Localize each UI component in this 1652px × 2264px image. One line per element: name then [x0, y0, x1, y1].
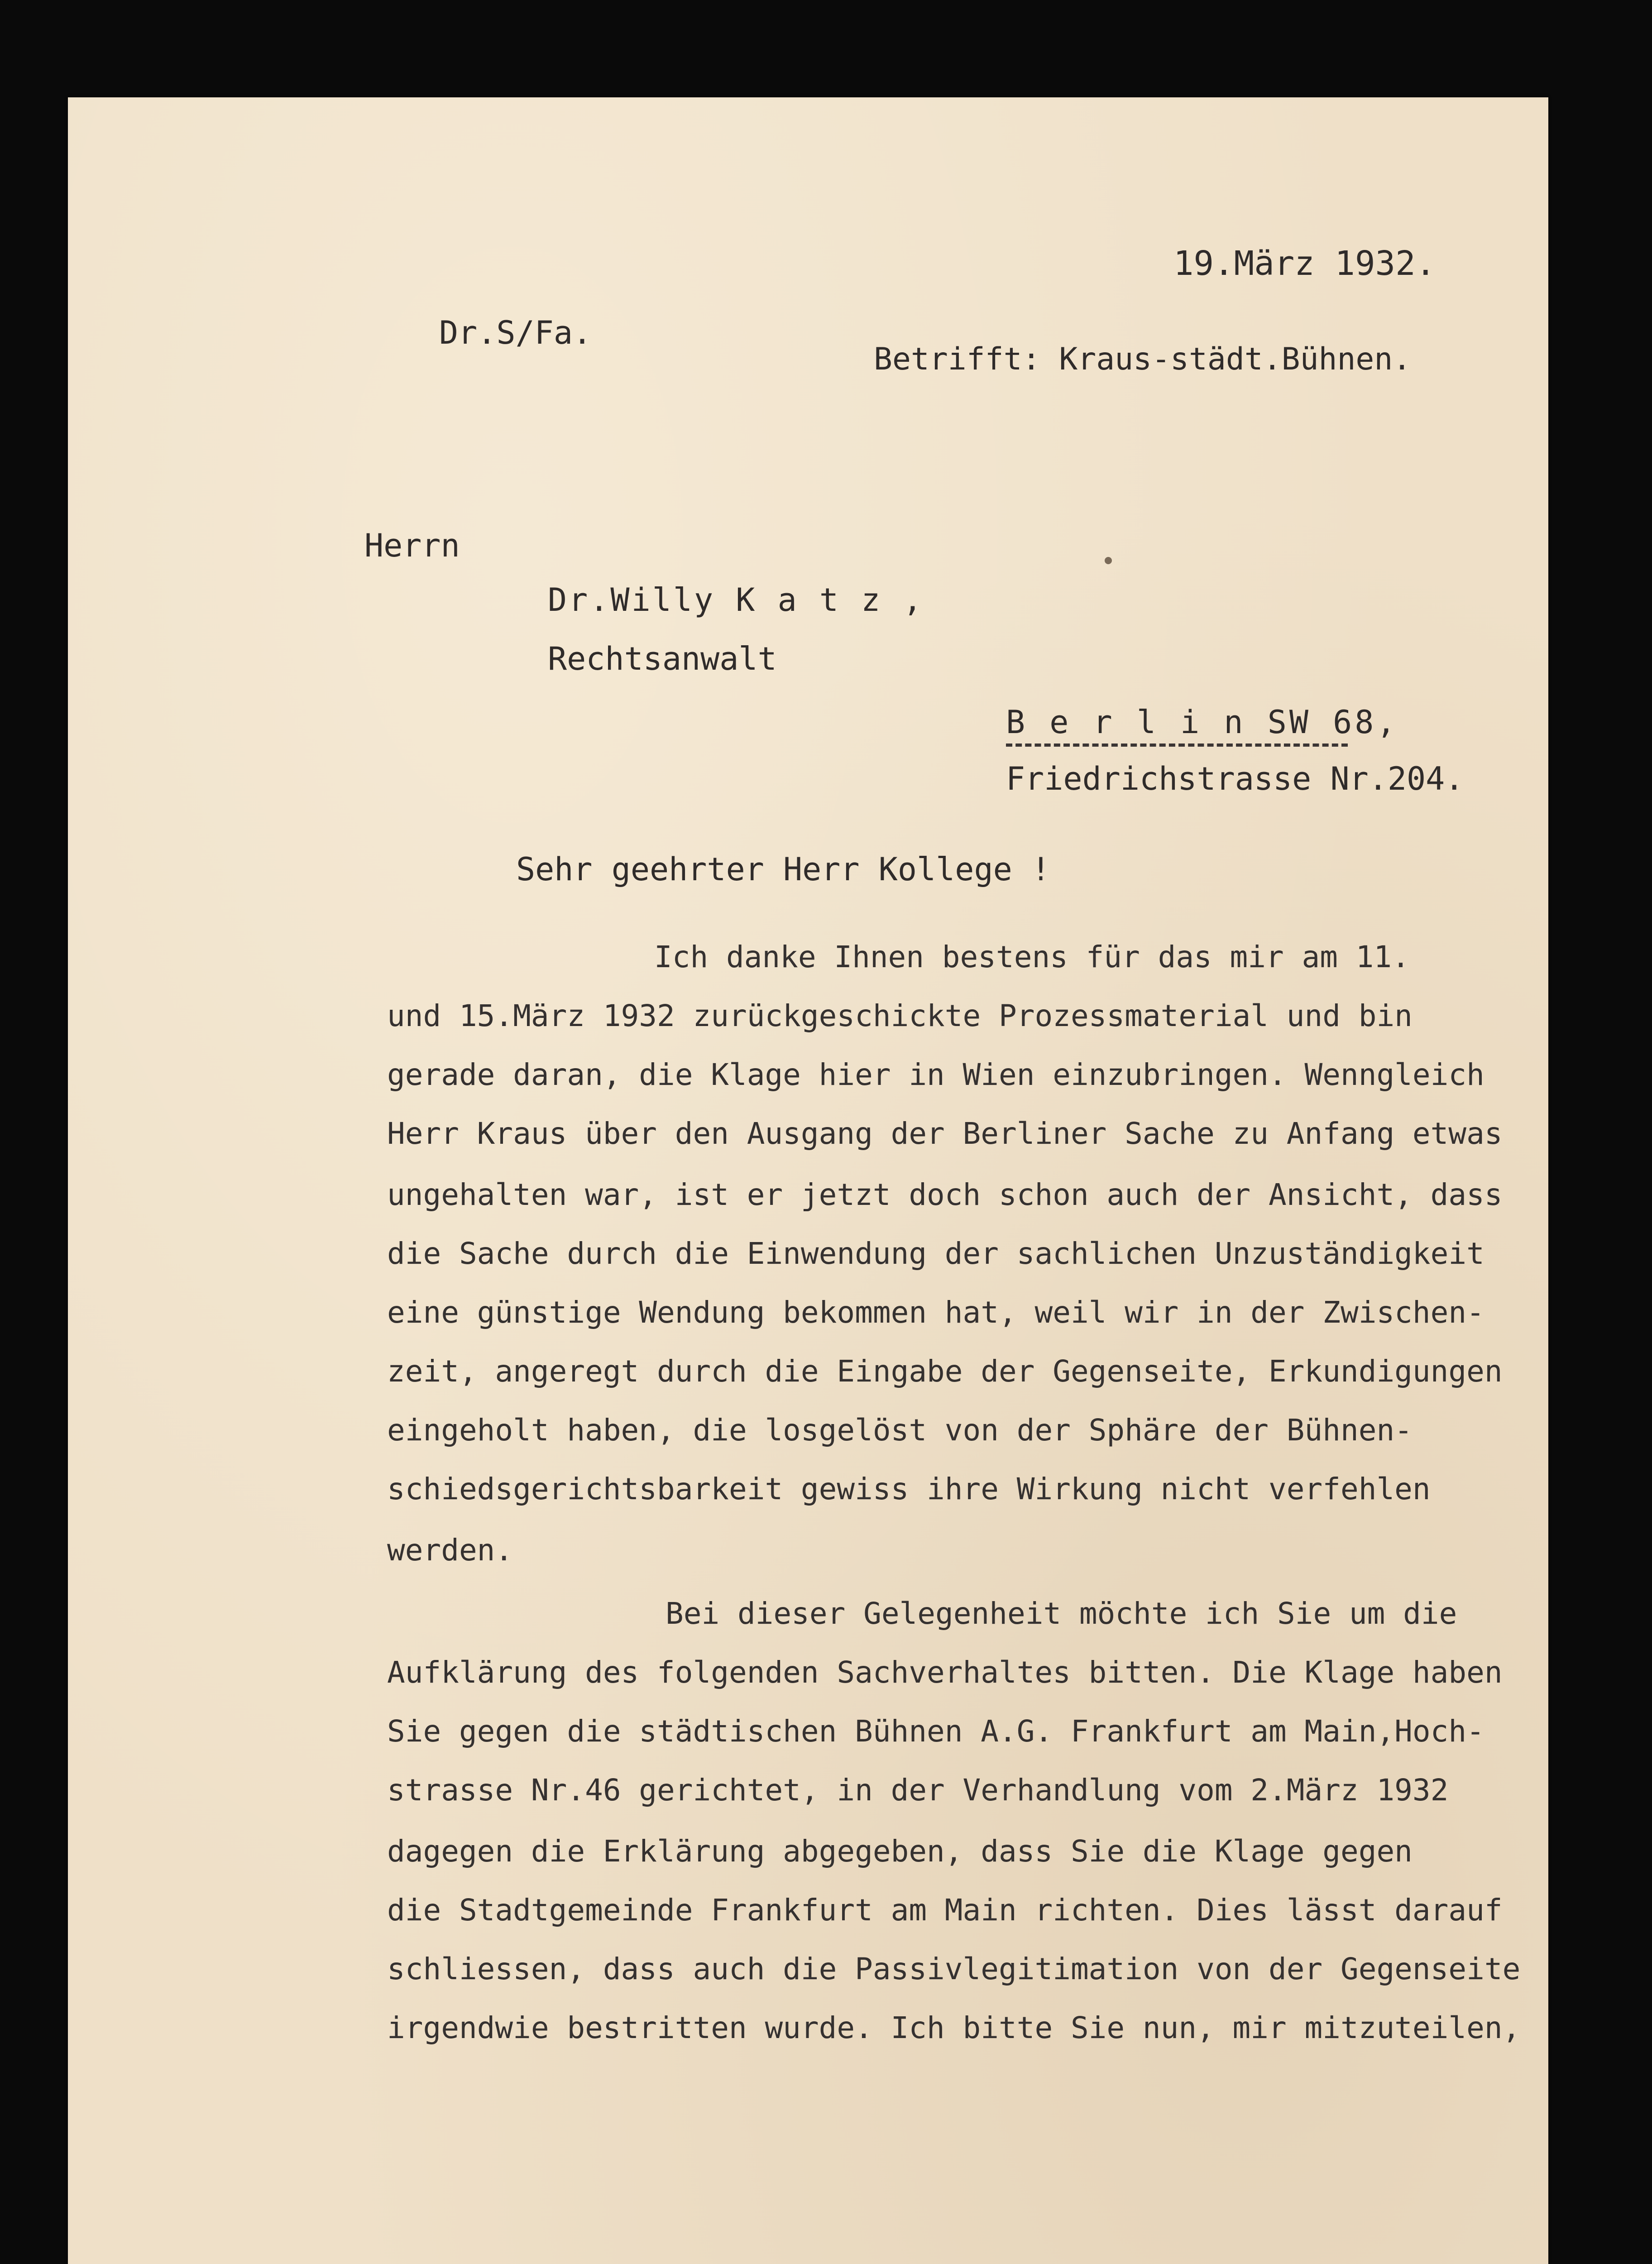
paragraph-2-line: Bei dieser Gelegenheit möchte ich Sie um die — [666, 1596, 1457, 1631]
paragraph-1-line: zeit, angeregt durch die Eingabe der Gegenseite, Erkundigungen — [387, 1354, 1503, 1389]
paragraph-1-line: die Sache durch die Einwendung der sachlichen Unzuständigkeit — [387, 1236, 1484, 1271]
paragraph-1-line: eine günstige Wendung bekommen hat, weil wir in der Zwischen- — [387, 1295, 1484, 1330]
greeting-line: Sehr geehrter Herr Kollege ! — [516, 851, 1051, 888]
recipient-title: Rechtsanwalt — [548, 640, 777, 677]
paragraph-1-line: Ich danke Ihnen bestens für das mir am 11. — [654, 940, 1410, 974]
recipient-name: Dr.Willy K a t z , — [548, 581, 924, 619]
paragraph-1-line: werden. — [387, 1533, 513, 1568]
paragraph-2-line: Sie gegen die städtischen Bühnen A.G. Frankfurt am Main,Hoch- — [387, 1714, 1484, 1749]
paragraph-1-line: ungehalten war, ist er jetzt doch schon auch der Ansicht, dass — [387, 1177, 1503, 1212]
paragraph-2-line: schliessen, dass auch die Passivlegitimation von der Gegenseite — [387, 1952, 1521, 1986]
paragraph-1-line: schiedsgerichtsbarkeit gewiss ihre Wirkung nicht verfehlen — [387, 1472, 1431, 1506]
paragraph-1-line: eingeholt haben, die losgelöst von der Sphäre der Bühnen- — [387, 1413, 1413, 1448]
paragraph-2-line: irgendwie bestritten wurde. Ich bitte Sie nun, mir mitzuteilen, — [387, 2010, 1521, 2045]
paragraph-2-line: Aufklärung des folgenden Sachverhaltes bitten. Die Klage haben — [387, 1655, 1503, 1690]
paragraph-2-line: dagegen die Erklärung abgegeben, dass Sie die Klage gegen — [387, 1834, 1413, 1869]
paragraph-1-line: und 15.März 1932 zurückgeschickte Prozessmaterial und bin — [387, 998, 1413, 1033]
recipient-salutation: Herrn — [364, 527, 460, 564]
recipient-city: B e r l i n SW 68, — [1006, 704, 1398, 741]
recipient-street: Friedrichstrasse Nr.204. — [1006, 760, 1464, 797]
city-underline — [1006, 743, 1348, 747]
reference-code: Dr.S/Fa. — [439, 314, 592, 351]
paragraph-1-line: gerade daran, die Klage hier in Wien einzubringen. Wenngleich — [387, 1057, 1484, 1092]
paragraph-2-line: die Stadtgemeinde Frankfurt am Main richten. Dies lässt darauf — [387, 1893, 1503, 1928]
paragraph-1-line: Herr Kraus über den Ausgang der Berliner Sache zu Anfang etwas — [387, 1116, 1503, 1151]
paper-speck — [1105, 557, 1112, 564]
subject-line: Betrifft: Kraus-städt.Bühnen. — [874, 341, 1412, 377]
paragraph-2-line: strasse Nr.46 gerichtet, in der Verhandlung vom 2.März 1932 — [387, 1773, 1449, 1808]
letter-date: 19.März 1932. — [1173, 244, 1436, 283]
